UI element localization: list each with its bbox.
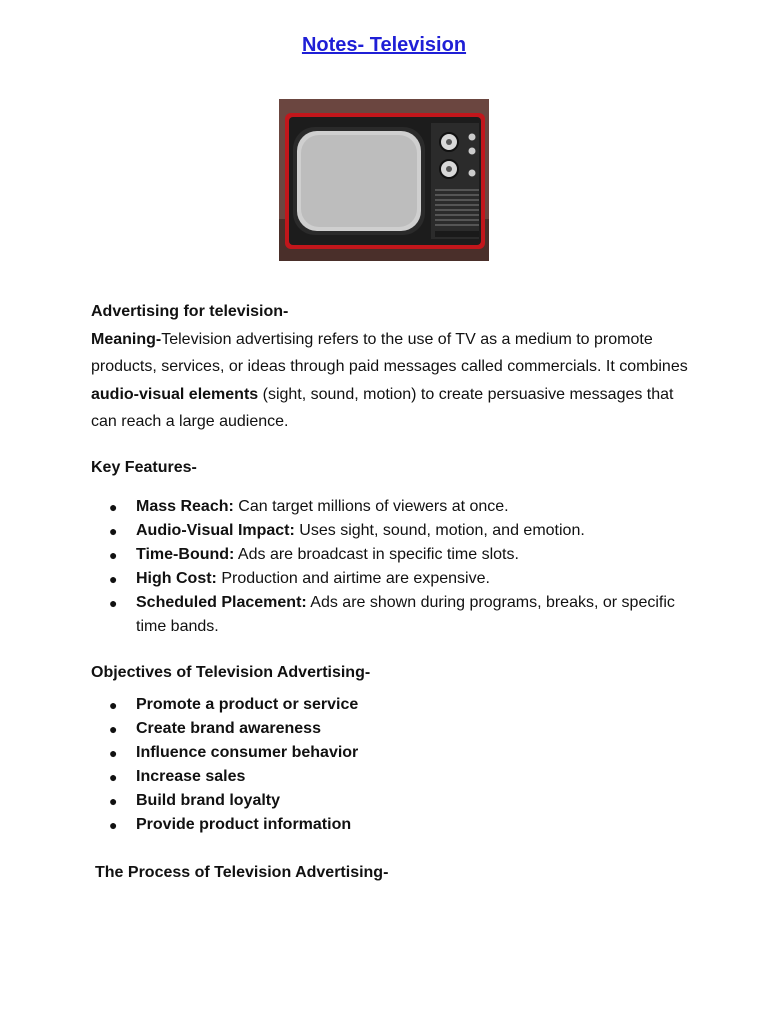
list-item: ● Promote a product or service <box>91 693 691 717</box>
list-item: ● High Cost: Production and airtime are expensive. <box>91 567 691 591</box>
section-heading-objectives: Objectives of Television Advertising- <box>91 664 371 681</box>
bullet-icon: ● <box>109 768 118 785</box>
bullet-icon: ● <box>109 523 118 539</box>
list-item: ● Mass Reach: Can target millions of viewers at once. <box>91 495 691 519</box>
list-item: ● Provide product information <box>91 813 691 837</box>
list-item: ● Influence consumer behavior <box>91 741 691 765</box>
spacer <box>91 436 691 454</box>
bullet-icon: ● <box>109 595 118 611</box>
bullet-icon: ● <box>109 696 118 713</box>
bullet-icon: ● <box>109 571 118 587</box>
meaning-label: Meaning- <box>91 330 162 348</box>
section-heading-process: The Process of Television Advertising- <box>95 863 389 881</box>
section-heading-key-features: Key Features- <box>91 458 197 476</box>
meaning-paragraph <box>91 326 691 436</box>
meaning-bold: audio-visual elements <box>91 385 259 403</box>
vintage-television-image <box>279 99 489 261</box>
spacer <box>91 639 691 659</box>
list-item: ● Scheduled Placement: Ads are shown during programs, breaks, or specific time bands. <box>91 591 691 639</box>
list-item: ● Build brand loyalty <box>91 789 691 813</box>
bullet-icon: ● <box>109 720 118 737</box>
meaning-text-1: Television advertising refers to the use of TV as a medium to promote products, services, or ideas through paid messages called commercials. It combines <box>91 330 688 375</box>
list-item: ● Increase sales <box>91 765 691 789</box>
document-body <box>91 298 691 886</box>
key-features-list <box>91 495 691 639</box>
list-item: ● Create brand awareness <box>91 717 691 741</box>
bullet-icon: ● <box>109 792 118 809</box>
spacer <box>91 837 691 859</box>
bullet-icon: ● <box>109 499 118 515</box>
bullet-icon: ● <box>109 744 118 761</box>
meaning-text-2: (sight, sound, motion) to create persuasive messages that can reach a large audience. <box>91 385 674 430</box>
bullet-icon: ● <box>109 547 118 563</box>
bullet-icon: ● <box>109 816 118 833</box>
objectives-list <box>91 693 691 837</box>
section-heading-advertising: Advertising for television- <box>91 303 289 320</box>
page-title[interactable]: Notes- Television <box>301 34 467 56</box>
list-item: ● Time-Bound: Ads are broadcast in specific time slots. <box>91 543 691 567</box>
list-item: ● Audio-Visual Impact: Uses sight, sound, motion, and emotion. <box>91 519 691 543</box>
